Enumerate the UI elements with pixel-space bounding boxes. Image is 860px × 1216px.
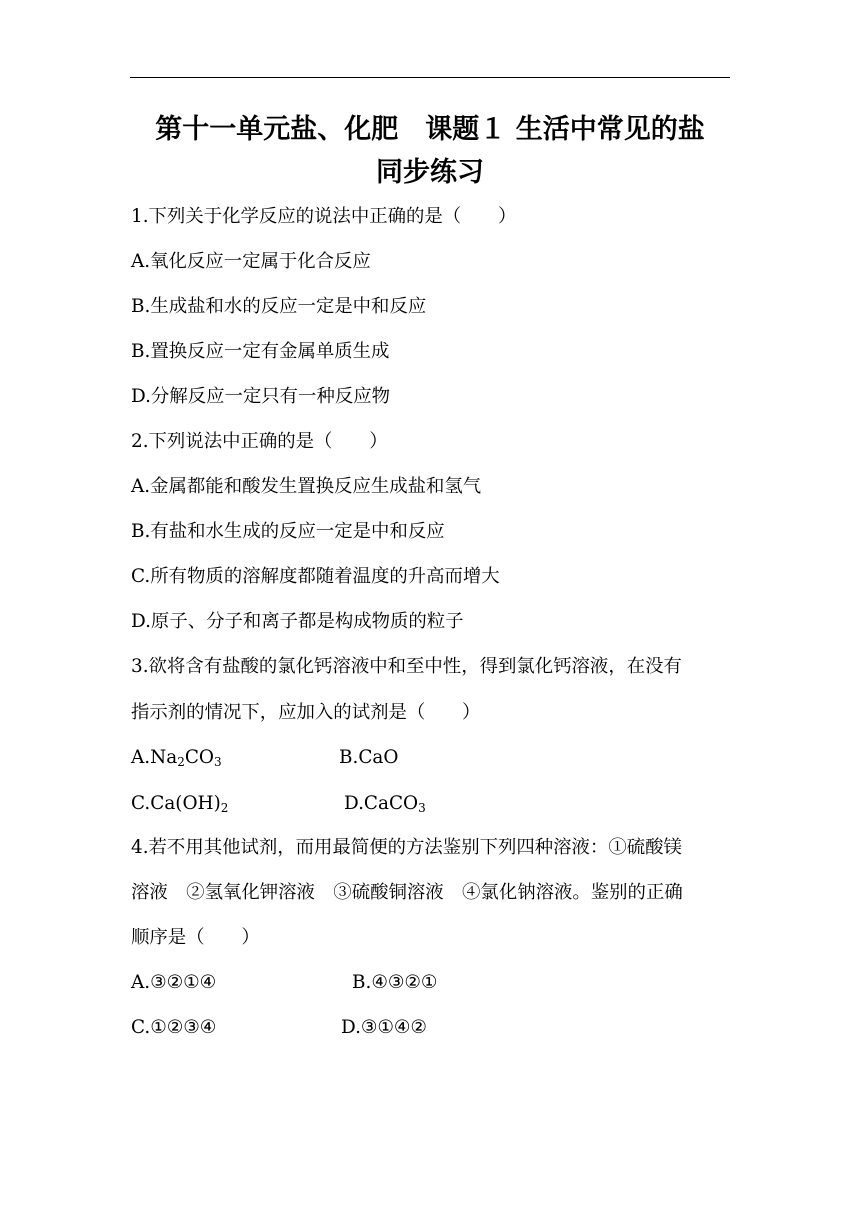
question-3-option-b: B.CaO	[339, 747, 399, 768]
q3-a-sub1: 2	[177, 755, 185, 769]
q3-c-pre: C.Ca(OH)	[131, 793, 221, 814]
question-3-option-d	[344, 792, 426, 816]
question-4-option-a: A.③②①④	[131, 972, 217, 993]
question-4-option-b: B.④③②①	[352, 972, 438, 993]
question-2-option-a: A.金属都能和酸发生置换反应生成盐和氢气	[131, 476, 482, 497]
q3-a-pre: A.Na	[131, 747, 178, 768]
question-2-option-b: B.有盐和水生成的反应一定是中和反应	[131, 521, 445, 542]
title-line-2: 同步练习	[376, 157, 484, 188]
title-line-1: 第十一单元盐、化肥 课题１ 生活中常见的盐	[155, 114, 705, 145]
question-2-option-d: D.原子、分子和离子都是构成物质的粒子	[131, 611, 464, 632]
question-4-option-d: D.③①④②	[341, 1017, 427, 1038]
question-4-stem-line-3: 顺序是（ ）	[131, 927, 260, 948]
question-1-option-d: D.分解反应一定只有一种反应物	[131, 386, 391, 407]
question-1-option-b: B.生成盐和水的反应一定是中和反应	[131, 296, 427, 317]
question-2-option-c: C.所有物质的溶解度都随着温度的升高而增大	[131, 566, 500, 587]
question-1-option-a: A.氧化反应一定属于化合反应	[131, 251, 371, 272]
q3-a-mid: CO	[184, 747, 214, 768]
question-3-stem-line-2: 指示剂的情况下，应加入的试剂是（ ）	[131, 702, 481, 723]
question-3-stem-line-1: 3.欲将含有盐酸的氯化钙溶液中和至中性，得到氯化钙溶液，在没有	[131, 656, 682, 677]
question-2-stem: 2.下列说法中正确的是（ ）	[131, 431, 388, 452]
q3-c-sub1: 2	[220, 801, 229, 815]
q3-d-pre: D.CaCO	[344, 793, 419, 814]
question-4-option-c: C.①②③④	[131, 1017, 217, 1038]
header-rule	[130, 77, 730, 78]
question-3-option-c	[131, 792, 228, 816]
question-4-stem-line-1: 4.若不用其他试剂，而用最简便的方法鉴别下列四种溶液：①硫酸镁	[131, 837, 682, 858]
question-1-option-c: B.置换反应一定有金属单质生成	[131, 341, 390, 362]
page-title	[110, 108, 750, 194]
question-4-stem-line-2: 溶液 ②氢氧化钾溶液 ③硫酸铜溶液 ④氯化钠溶液。鉴别的正确	[131, 882, 683, 903]
question-3-option-a	[131, 746, 222, 770]
q3-d-sub1: 3	[418, 801, 426, 815]
q3-a-sub2: 3	[213, 755, 222, 769]
question-1-stem: 1.下列关于化学反应的说法中正确的是（ ）	[131, 206, 517, 227]
